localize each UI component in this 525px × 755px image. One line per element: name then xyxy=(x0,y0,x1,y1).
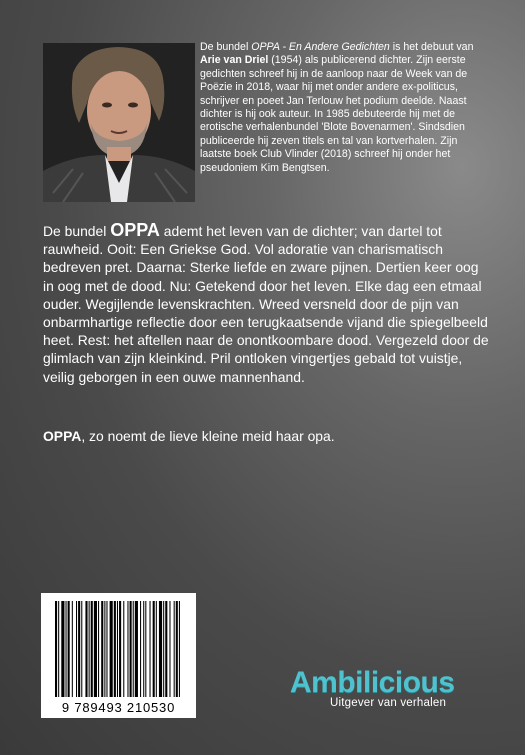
publisher-tagline: Uitgever van verhalen xyxy=(330,697,447,709)
bio-rest: (1954) als publicerend dichter. Zijn eerste gedichten schreef hij in de aanloop naar de Week van de Poëzie in 2018, waar hij met onder andere ex-politicus, schrijver en poeet Jan Terlouw het podium deelde. Naast dichter is hij ook auteur. In 1985 debuteerde hij met de erotische verhalenbundel 'Blote Bovenarmen'. Sindsdien publiceerde hij zeven titels en tal van kortverhalen. Zijn laatste boek Club Vlinder (2018) schreef hij onder het pseudoniem Kim Bengtsen. xyxy=(200,54,468,174)
blurb-lead: De bundel xyxy=(43,223,111,239)
author-photo xyxy=(43,43,195,202)
bio-author-name: Arie van Driel xyxy=(200,54,269,67)
publisher-name: Ambilicious xyxy=(290,666,455,699)
bio-is-debut: is het debuut van xyxy=(389,41,474,53)
isbn-number: 9 789493 210530 xyxy=(61,700,176,715)
closing-text: , zo noemt de lieve kleine meid haar opa. xyxy=(81,428,335,444)
barcode xyxy=(41,593,196,718)
book-blurb xyxy=(43,221,493,386)
bio-book-title: OPPA - En Andere Gedichten xyxy=(251,41,390,53)
closing-line xyxy=(43,427,493,445)
publisher-logo xyxy=(290,667,490,709)
closing-bold: OPPA xyxy=(43,428,82,444)
author-bio xyxy=(200,41,490,175)
barcode-bars xyxy=(41,593,196,700)
blurb-title-word: OPPA xyxy=(110,220,160,240)
bio-intro: De bundel xyxy=(200,41,252,53)
blurb-text: ademt het leven van de dichter; van dartel tot rauwheid. Ooit: Een Griekse God. Vol adoratie van charismatisch bedreven pret. Daarna: Sterke liefde en zware pijnen. Dertien keer oog in oog met de dood. Nu: Getekend door het leven. Elke dag een etmaal ouder. Wegijlende levenskrachten. Wreed versneld door de pijn van onbarmhartige reflectie door een terugkaatsende vijand die spiegelbeeld heet. Rest: het aftellen naar de onontkoombare dood. Vergezeld door de glimlach van zijn kleinkind. Pril ontloken vingertjes gebald tot vuistje, veilig geborgen in een ouwe mannenhand. xyxy=(43,223,489,385)
